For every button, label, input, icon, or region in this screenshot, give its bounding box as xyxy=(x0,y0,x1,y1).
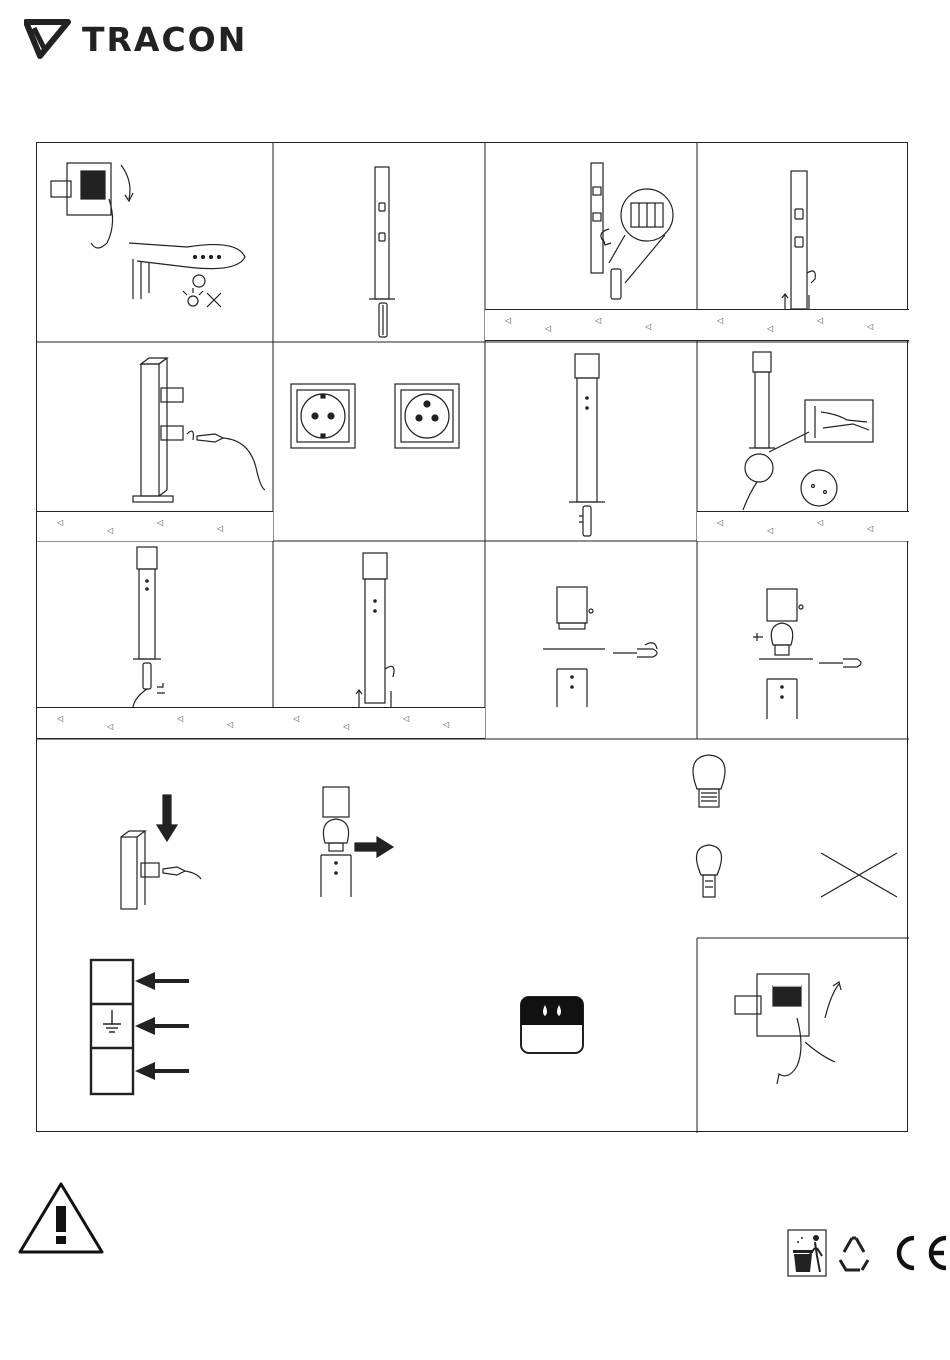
ground-strip: ◁ ◁ ◁ ◁ xyxy=(37,511,273,541)
ground-strip: ◁ ◁ ◁ ◁ xyxy=(37,707,273,739)
brand-logo xyxy=(24,18,254,60)
step-row-maintenance xyxy=(37,739,909,938)
step-4 xyxy=(697,143,909,342)
step-7 xyxy=(485,342,697,541)
ground-strip: ◁ ◁ ◁ ◁ xyxy=(273,707,485,739)
breaker-on-icon xyxy=(697,938,909,1133)
lamp-head-screw-icon xyxy=(485,541,697,739)
warning-triangle-icon xyxy=(18,1180,108,1256)
bulb-remove-icon xyxy=(321,787,393,897)
recycle-icon xyxy=(840,1238,868,1270)
bulb-types-icon xyxy=(693,755,897,897)
breaker-off-icon xyxy=(37,143,273,342)
step-1 xyxy=(37,143,273,342)
compliance-marks xyxy=(786,1228,948,1278)
lamp-post-icon xyxy=(485,342,697,541)
step-18 xyxy=(697,938,909,1133)
step-2 xyxy=(273,143,485,342)
step-8 xyxy=(697,342,909,541)
weee-bin-icon xyxy=(788,1230,826,1276)
compliance-icons xyxy=(786,1228,948,1278)
step-16 xyxy=(37,938,367,1133)
step-11 xyxy=(485,541,697,739)
ground-strip: ◁ ◁ ◁ ◁ xyxy=(697,511,909,541)
warning xyxy=(18,1180,108,1256)
step-9 xyxy=(37,541,273,739)
step-3 xyxy=(485,143,697,342)
instruction-sheet xyxy=(36,142,908,1132)
post-cable-icon xyxy=(273,143,485,342)
socket-types-icon xyxy=(273,342,485,541)
step-17 xyxy=(507,983,607,1063)
ground-strip: ◁ ◁ ◁ ◁ xyxy=(485,309,697,341)
step-6 xyxy=(273,342,485,541)
terminal-legend-icon xyxy=(37,938,367,1133)
ground-strip: ◁ ◁ ◁ ◁ xyxy=(697,309,909,341)
plug-insert-icon xyxy=(121,795,201,909)
maintenance-icons xyxy=(37,739,909,938)
step-10 xyxy=(273,541,485,739)
lamp-bulb-screw-icon xyxy=(697,541,909,739)
step-12 xyxy=(697,541,909,739)
step-5 xyxy=(37,342,273,541)
ce-mark-icon xyxy=(899,1238,946,1268)
tracon-logo-icon xyxy=(24,18,76,60)
ip-rating-icon xyxy=(507,983,607,1063)
brand-name: TRACON xyxy=(82,20,248,59)
